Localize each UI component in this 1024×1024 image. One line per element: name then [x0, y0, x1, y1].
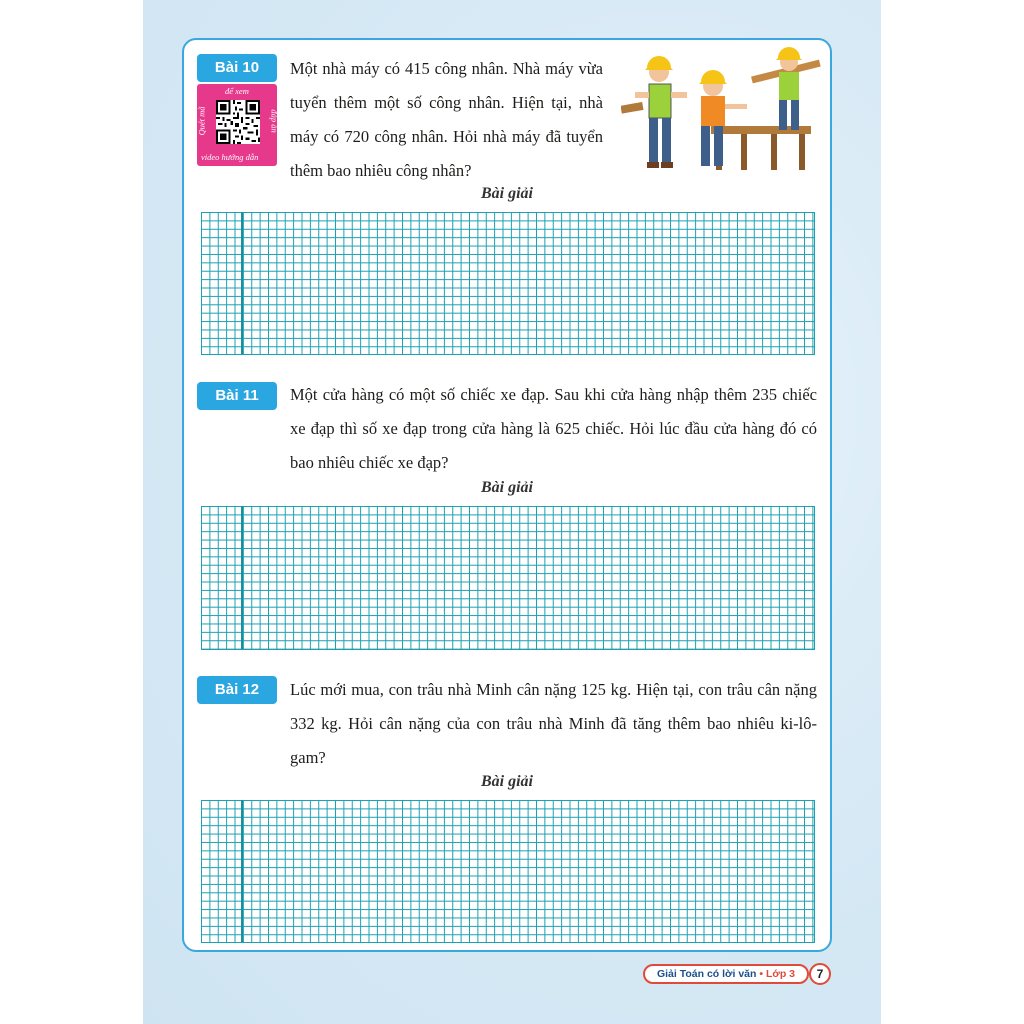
exercise-10-text: Một nhà máy có 415 công nhân. Nhà máy vừa tuyển thêm một số công nhân. Hiện tại, nhà máy có 720 công nhân. Hỏi nhà máy đã tuyển thêm bao nhiêu công nhân? [290, 59, 603, 180]
qr-code-box[interactable] [196, 84, 280, 166]
qr-code-icon [216, 100, 260, 144]
grid-margin-line [241, 506, 243, 649]
page-number: 7 [809, 963, 831, 985]
exercise-11-solution-label: Bài giải [480, 479, 533, 496]
exercise-10-solution-label: Bài giải [480, 185, 533, 202]
construction-workers-illustration [621, 44, 821, 174]
page-footer [643, 964, 831, 986]
qr-caption-top: để xem [225, 86, 249, 96]
exercise-12-badge: Bài 12 [197, 676, 277, 704]
grid-margin-line [241, 212, 243, 354]
exercise-11-answer-grid[interactable] [201, 506, 815, 650]
book-title: Giải Toán có lời văn [656, 968, 757, 980]
exercise-11-text: Một cửa hàng có một số chiếc xe đạp. Sau khi cửa hàng nhập thêm 235 chiếc xe đạp thì số xe đạp trong cửa hàng là 625 chiếc. Hỏi lúc đầu cửa hàng đó có bao nhiêu chiếc xe đạp? [290, 385, 817, 472]
exercise-12-answer-grid[interactable] [201, 800, 815, 943]
exercise-12-text: Lúc mới mua, con trâu nhà Minh cân nặng 125 kg. Hiện tại, con trâu cân nặng 332 kg. Hỏi cân nặng của con trâu nhà Minh đã tăng thêm bao nhiêu ki-lô-gam? [290, 680, 817, 767]
exercise-11-badge: Bài 11 [197, 382, 277, 410]
footer-separator: • [759, 968, 764, 980]
exercise-12-solution-label: Bài giải [480, 773, 533, 790]
book-grade: Lớp 3 [765, 968, 796, 980]
exercise-10-badge: Bài 10 [197, 54, 277, 82]
book-title-pill [643, 964, 809, 984]
qr-caption-left: Quét mã [196, 106, 207, 136]
qr-caption-right: đáp án [269, 109, 280, 133]
grid-margin-line [241, 800, 243, 942]
qr-caption-bottom: video hướng dẫn [201, 152, 259, 162]
exercise-10-answer-grid[interactable] [201, 212, 815, 355]
workbook-page [143, 0, 881, 1024]
